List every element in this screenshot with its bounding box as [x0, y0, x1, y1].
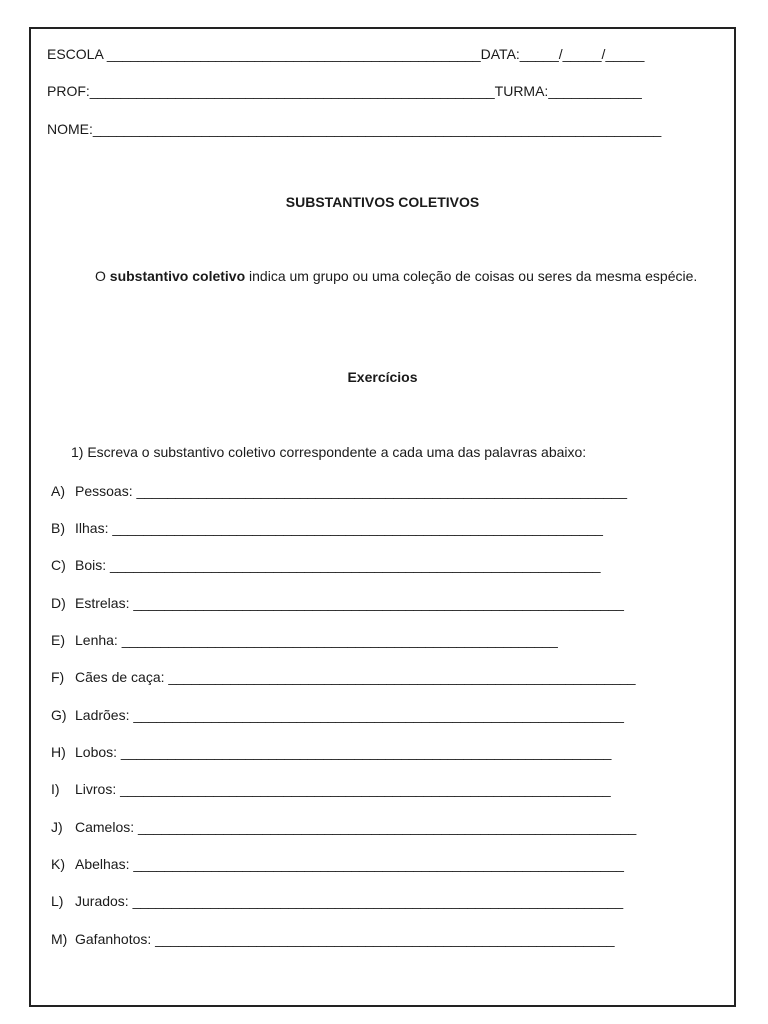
page-title: SUBSTANTIVOS COLETIVOS [285, 194, 480, 210]
answer-line-h[interactable]: H) Lobos: _______________________________________________________________ [51, 744, 612, 760]
answer-line-i[interactable]: I) Livros: _______________________________________________________________ [51, 781, 611, 797]
intro-paragraph [47, 263, 723, 290]
nome-line: NOME:_________________________________________________________________________ [47, 121, 662, 137]
answer-line-f[interactable]: F) Cães de caça: ____________________________________________________________ [51, 669, 636, 685]
exercises-heading: Exercícios [347, 369, 418, 385]
answer-line-j[interactable]: J) Camelos: ________________________________________________________________ [51, 819, 637, 835]
answer-line-k[interactable]: K) Abelhas: _______________________________________________________________ [51, 856, 624, 872]
intro-bold-term: substantivo coletivo [109, 268, 246, 284]
prof-turma-line: PROF:____________________________________________________TURMA:____________ [47, 83, 642, 99]
escola-date-line: ESCOLA ________________________________________________DATA:_____/_____/_____ [47, 46, 645, 62]
intro-text-before: O [95, 268, 110, 284]
answer-line-b[interactable]: B) Ilhas: _______________________________________________________________ [51, 520, 603, 536]
answer-line-d[interactable]: D) Estrelas: _______________________________________________________________ [51, 595, 624, 611]
answer-line-c[interactable]: C) Bois: _______________________________________________________________ [51, 557, 601, 573]
answer-line-m[interactable]: M) Gafanhotos: ___________________________________________________________ [51, 931, 615, 947]
answer-line-l[interactable]: L) Jurados: _______________________________________________________________ [51, 893, 624, 909]
answer-line-e[interactable]: E) Lenha: ________________________________________________________ [51, 632, 558, 648]
worksheet-page [29, 27, 736, 1007]
answer-line-a[interactable]: A) Pessoas: _______________________________________________________________ [51, 483, 628, 499]
intro-text-after: indica um grupo ou uma coleção de coisas ou seres da mesma espécie. [245, 268, 698, 284]
answer-line-g[interactable]: G) Ladrões: _______________________________________________________________ [51, 707, 624, 723]
question-1: 1) Escreva o substantivo coletivo correspondente a cada uma das palavras abaixo: [71, 444, 587, 460]
